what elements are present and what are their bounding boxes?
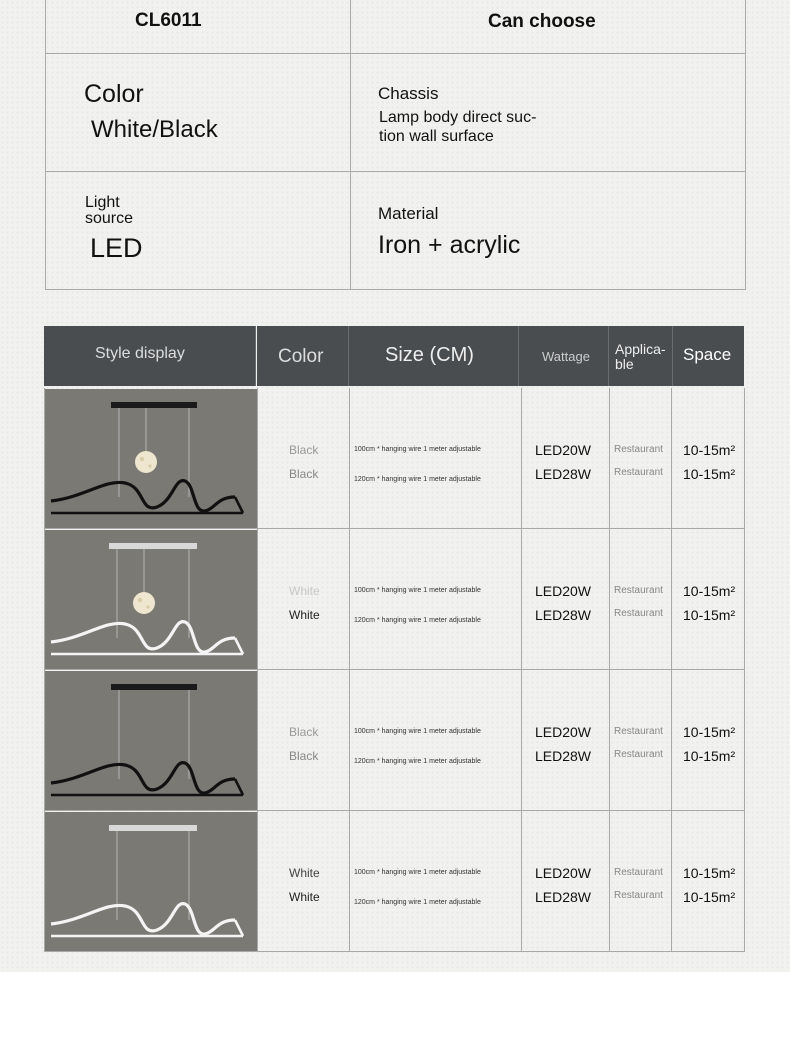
size-option-2: 120cm * hanging wire 1 meter adjustable — [354, 899, 481, 906]
grid-line — [744, 388, 745, 529]
chassis-line-1: Lamp body direct suc- — [379, 109, 537, 126]
grid-line — [744, 670, 745, 811]
wattage-option-2: LED28W — [535, 748, 592, 764]
product-photo — [45, 812, 257, 951]
space-option-2: 10-15m² — [683, 889, 736, 905]
product-row — [44, 811, 744, 952]
spec-table — [45, 0, 745, 290]
grid-line — [671, 388, 672, 529]
chassis-line-2: tion wall surface — [379, 128, 494, 145]
space-option-1: 10-15m² — [683, 442, 736, 458]
header-applicable-label-2: ble — [615, 356, 634, 372]
product-row — [44, 670, 744, 811]
grid-line — [257, 529, 258, 670]
wattage-option-1: LED20W — [535, 865, 592, 881]
grid-line — [257, 388, 258, 529]
header-color-label: Color — [278, 346, 324, 367]
color-option-2: White — [289, 608, 320, 622]
header-applicable — [609, 326, 673, 386]
applicable-option-1: Restaurant — [614, 585, 663, 596]
grid-line — [349, 529, 350, 670]
applicable-option-1: Restaurant — [614, 867, 663, 878]
color-option-1: Black — [289, 443, 319, 457]
grid-line — [521, 529, 522, 670]
header-applicable-label-1: Applica- — [615, 341, 666, 357]
grid-line — [257, 811, 258, 952]
material-label: Material — [378, 204, 439, 223]
size-option-1: 100cm * hanging wire 1 meter adjustable — [354, 446, 481, 453]
grid-line — [744, 811, 745, 952]
grid-line — [349, 670, 350, 811]
grid-line — [744, 529, 745, 670]
space-option-2: 10-15m² — [683, 748, 736, 764]
space-option-1: 10-15m² — [683, 583, 736, 599]
light-source-value: LED — [90, 233, 143, 263]
size-option-1: 100cm * hanging wire 1 meter adjustable — [354, 728, 481, 735]
light-source-label-2: source — [85, 210, 134, 227]
product-photo — [45, 530, 257, 669]
size-option-2: 120cm * hanging wire 1 meter adjustable — [354, 758, 481, 765]
material-value: Iron + acrylic — [378, 231, 521, 259]
applicable-option-2: Restaurant — [614, 749, 663, 760]
header-color — [257, 326, 349, 386]
color-option-2: White — [289, 890, 320, 904]
product-photo — [45, 671, 257, 810]
product-photo — [45, 389, 257, 528]
applicable-option-2: Restaurant — [614, 467, 663, 478]
applicable-option-2: Restaurant — [614, 890, 663, 901]
light-source-label-1: Light — [85, 194, 120, 211]
options-header: Can choose — [488, 11, 596, 32]
wattage-option-2: LED28W — [535, 889, 592, 905]
grid-line — [521, 388, 522, 529]
grid-line — [609, 388, 610, 529]
grid-line — [257, 670, 258, 811]
grid-line — [521, 811, 522, 952]
color-option-2: Black — [289, 749, 319, 763]
color-option-1: Black — [289, 725, 319, 739]
header-style — [44, 326, 256, 386]
wattage-option-1: LED20W — [535, 442, 592, 458]
header-wattage-label: Wattage — [542, 349, 590, 364]
size-option-2: 120cm * hanging wire 1 meter adjustable — [354, 476, 481, 483]
grid-line — [44, 951, 744, 952]
size-option-2: 120cm * hanging wire 1 meter adjustable — [354, 617, 481, 624]
grid-line — [609, 670, 610, 811]
space-option-2: 10-15m² — [683, 466, 736, 482]
header-wattage — [519, 326, 609, 386]
space-option-2: 10-15m² — [683, 607, 736, 623]
color-label: Color — [84, 80, 144, 108]
grid-line — [349, 388, 350, 529]
product-row — [44, 388, 744, 529]
color-option-1: White — [289, 584, 320, 598]
chassis-label: Chassis — [378, 84, 439, 103]
color-option-2: Black — [289, 467, 319, 481]
wattage-option-1: LED20W — [535, 583, 592, 599]
applicable-option-1: Restaurant — [614, 444, 663, 455]
grid-line — [609, 811, 610, 952]
header-size — [349, 326, 519, 386]
grid-line — [521, 670, 522, 811]
product-row — [44, 529, 744, 670]
applicable-option-2: Restaurant — [614, 608, 663, 619]
grid-line — [349, 811, 350, 952]
size-option-1: 100cm * hanging wire 1 meter adjustable — [354, 869, 481, 876]
wattage-option-2: LED28W — [535, 607, 592, 623]
header-space-label: Space — [683, 345, 732, 364]
color-value: White/Black — [91, 116, 218, 143]
model-number: CL6011 — [135, 10, 202, 31]
grid-line — [671, 529, 672, 670]
header-style-label: Style display — [95, 345, 185, 362]
grid-line — [671, 811, 672, 952]
header-space — [673, 326, 744, 386]
grid-line — [609, 529, 610, 670]
space-option-1: 10-15m² — [683, 865, 736, 881]
wattage-option-1: LED20W — [535, 724, 592, 740]
product-table — [44, 326, 744, 952]
space-option-1: 10-15m² — [683, 724, 736, 740]
header-size-label: Size (CM) — [385, 344, 474, 366]
color-option-1: White — [289, 866, 320, 880]
wattage-option-2: LED28W — [535, 466, 592, 482]
grid-line — [671, 670, 672, 811]
size-option-1: 100cm * hanging wire 1 meter adjustable — [354, 587, 481, 594]
applicable-option-1: Restaurant — [614, 726, 663, 737]
